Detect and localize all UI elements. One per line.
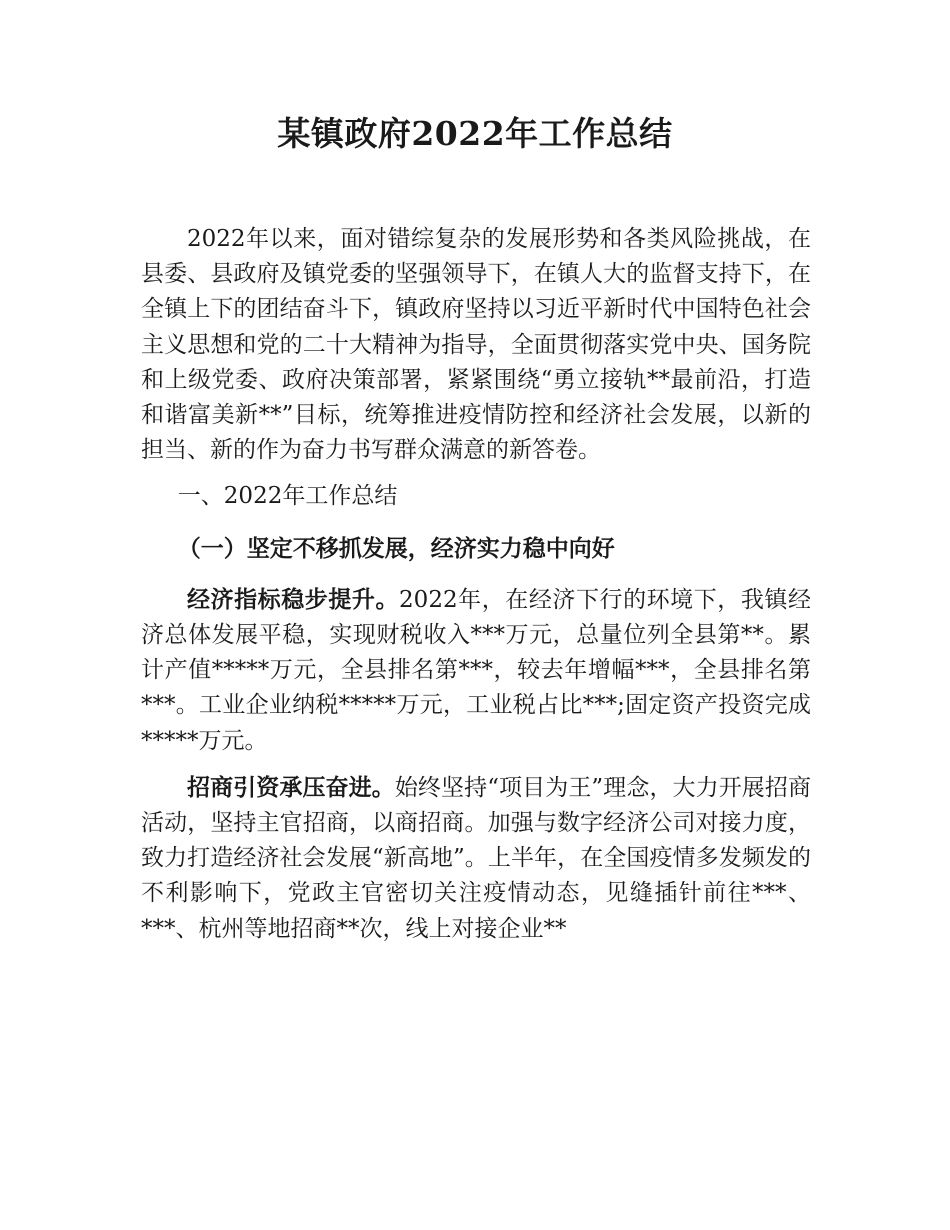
investment-paragraph bbox=[141, 770, 811, 947]
paragraph-lead: 经济指标稳步提升。 bbox=[187, 585, 400, 613]
document-title: 某镇政府2022年工作总结 bbox=[277, 114, 673, 153]
subsection-heading: （一）坚定不移抓发展，经济实力稳中向好 bbox=[177, 534, 615, 562]
paragraph-text: 始终坚持“项目为王”理念，大力开展招商活动，坚持主官招商，以商招商。加强与数字经济公司对接力度，致力打造经济社会发展“新高地”。上半年，在全国疫情多发频发的不利影响下，党政主官密切关注疫情动态，见缝插针前往***、***、杭州等地招商**次，线上对接企业** bbox=[141, 774, 811, 942]
document-body bbox=[141, 222, 811, 958]
intro-paragraph: 2022年以来，面对错综复杂的发展形势和各类风险挑战，在县委、县政府及镇党委的坚强领导下，在镇人大的监督支持下，在全镇上下的团结奋斗下，镇政府坚持以习近平新时代中国特色社会主义思想和党的二十大精神为指导，全面贯彻落实党中央、国务院和上级党委、政府决策部署，紧紧围绕“勇立接轨**最前沿，打造和谐富美新**”目标，统筹推进疫情防控和经济社会发展，以新的担当、新的作为奋力书写群众满意的新答卷。 bbox=[141, 226, 811, 464]
economic-indicators-paragraph bbox=[141, 582, 811, 759]
paragraph-text: 2022年，在经济下行的环境下，我镇经济总体发展平稳，实现财税收入***万元，总量位列全县第**。累计产值*****万元，全县排名第***，较去年增幅***，全县排名第***。工业企业纳税*****万元，工业税占比***;固定资产投资完成*****万元。 bbox=[141, 586, 811, 754]
section-heading: 一、2022年工作总结 bbox=[177, 483, 398, 510]
paragraph-lead: 招商引资承压奋进。 bbox=[187, 773, 395, 801]
